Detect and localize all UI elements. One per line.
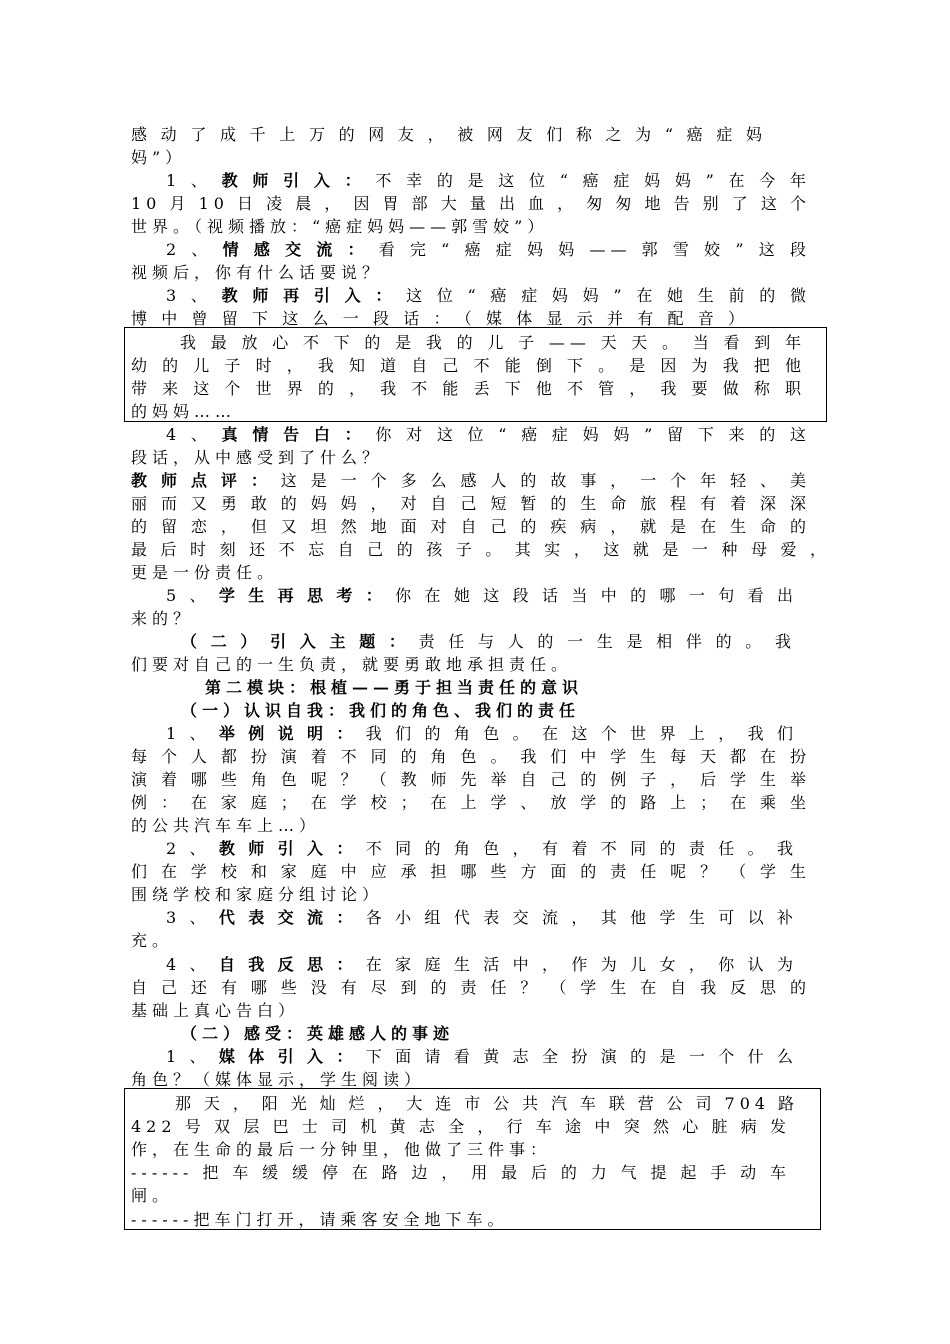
- line-text: 们在学校和家庭中应承担哪些方面的责任呢？（学生: [131, 862, 811, 881]
- line-text: 那天，阳光灿烂，大连市公共汽车联营公司704路: [175, 1094, 799, 1113]
- bold-label: 教师点评：: [131, 471, 281, 490]
- text-line: [166, 953, 798, 976]
- text-line: [181, 699, 741, 722]
- bold-label: 教师引入：: [221, 171, 376, 190]
- text-line: [131, 123, 767, 146]
- line-text: 感动了成千上万的网友，被网友们称之为“癌症妈: [131, 125, 767, 144]
- line-text: 不幸的是这位“癌症妈妈”在今年: [375, 171, 811, 190]
- text-line: [131, 1115, 791, 1138]
- text-line: [175, 1092, 799, 1115]
- item-number: 4、: [166, 425, 222, 444]
- text-line: [131, 146, 231, 169]
- line-text: 最后时刻还不忘自己的孩子。其实，这就是一种母爱，: [131, 540, 831, 559]
- line-text: 段话，从中感受到了什么？: [131, 448, 384, 467]
- item-number: 2、: [166, 240, 223, 259]
- line-text: 10月10日凌晨，因胃部大量出血，匆匆地告别了这个: [131, 194, 811, 213]
- line-text: 妈”）: [131, 148, 187, 167]
- line-text: 的留恋，但又坦然地面对自己的疾病，就是在生命的: [131, 517, 811, 536]
- bold-label: 举例说明：: [218, 724, 366, 743]
- text-line: [131, 976, 811, 999]
- line-text: 带来这个世界的，我不能丢下他不管，我要做称职: [131, 379, 806, 398]
- bold-label: 学生再思考：: [218, 586, 396, 605]
- line-text: 世界。（视频播放：“癌症妈妈——郭雪姣”）: [131, 217, 549, 236]
- text-line: [131, 1184, 191, 1207]
- line-text: 更是一份责任。: [131, 563, 279, 582]
- text-line: [131, 653, 751, 676]
- text-line: [131, 745, 811, 768]
- text-line: [131, 215, 751, 238]
- line-text: 围绕学校和家庭分组讨论）: [131, 885, 384, 904]
- line-text: 作，在生命的最后一分钟里，他做了三件事：: [131, 1140, 552, 1159]
- item-number: 3、: [166, 908, 219, 927]
- line-text: 各小组代表交流，其他学生可以补: [365, 908, 798, 927]
- line-text: 来的？: [131, 609, 195, 628]
- line-text: 的公共汽车车上…）: [131, 816, 321, 835]
- line-text: 例：在家庭；在学校；在上学、放学的路上；在乘坐: [131, 793, 811, 812]
- text-line: [131, 492, 811, 515]
- bold-label: 代表交流：: [218, 908, 366, 927]
- text-line: [131, 469, 811, 492]
- line-text: 闸。: [131, 1186, 174, 1205]
- text-line: [131, 814, 431, 837]
- text-line: [131, 561, 331, 584]
- text-line: [131, 1161, 791, 1184]
- line-text: 充。: [131, 931, 174, 950]
- text-line: [131, 400, 291, 423]
- text-line: [166, 284, 811, 307]
- text-line: [131, 1068, 531, 1091]
- text-line: [166, 584, 798, 607]
- bold-label: 情感交流：: [222, 240, 379, 259]
- line-text: 这是一个多么感人的故事，一个年轻、美: [280, 471, 811, 490]
- line-text: 们要对自己的一生负责，就要勇敢地承担责任。: [131, 655, 573, 674]
- line-text: 在家庭生活中，作为儿女，你认为: [365, 955, 798, 974]
- bold-label: （二）感受：英雄感人的事迹: [181, 1024, 455, 1043]
- item-number: 4、: [166, 955, 219, 974]
- line-text: 视频后，你有什么话要说？: [131, 263, 384, 282]
- line-text: 幼的儿子时，我知道自己不能倒下。是因为我把他: [131, 356, 806, 375]
- line-text: 丽而又勇敢的妈妈，对自己短暂的生命旅程有着深深: [131, 494, 811, 513]
- text-line: [205, 676, 745, 699]
- text-line: [131, 999, 391, 1022]
- line-text: 我最放心不下的是我的儿子——天天。当看到年: [180, 333, 806, 352]
- item-number: 5、: [166, 586, 219, 605]
- text-line: [131, 446, 531, 469]
- line-text: 责任与人的一生是相伴的。我: [418, 632, 796, 651]
- line-text: 你在她这段话当中的哪一句看出: [395, 586, 798, 605]
- text-line: [166, 169, 811, 192]
- text-line: [131, 929, 191, 952]
- text-line: [166, 1045, 798, 1068]
- item-number: 1、: [166, 724, 219, 743]
- line-text: ------把车缓缓停在路边，用最后的力气提起手动车: [131, 1163, 791, 1182]
- text-line: [131, 768, 811, 791]
- text-line: [166, 837, 798, 860]
- text-line: [131, 192, 811, 215]
- line-text: 422号双层巴士司机黄志全，行车途中突然心脏病发: [131, 1117, 791, 1136]
- bold-label: 教师引入：: [218, 839, 366, 858]
- line-text: 不同的角色，有着不同的责任。我: [365, 839, 798, 858]
- text-line: [131, 1138, 721, 1161]
- bold-label: 教师再引入：: [221, 286, 407, 305]
- bold-label: （二）引入主题：: [181, 632, 419, 651]
- text-line: [131, 607, 211, 630]
- line-text: 每个人都扮演着不同的角色。我们中学生每天都在扮: [131, 747, 811, 766]
- text-line: [166, 906, 798, 929]
- bold-label: 媒体引入：: [218, 1047, 366, 1066]
- item-number: 1、: [166, 1047, 219, 1066]
- text-line: [181, 630, 796, 653]
- line-text: 的妈妈……: [131, 402, 237, 421]
- line-text: 博中曾留下这么一段话：（媒体显示并有配音）: [131, 309, 749, 328]
- text-line: [131, 883, 531, 906]
- bold-label: （一）认识自我：我们的角色、我们的责任: [181, 701, 581, 720]
- line-text: 这位“癌症妈妈”在她生前的微: [406, 286, 811, 305]
- line-text: 看完“癌症妈妈——郭雪姣”这段: [378, 240, 811, 259]
- text-line: [166, 722, 798, 745]
- bold-label: 真情告白：: [221, 425, 376, 444]
- bold-label: 第二模块：根植——勇于担当责任的意识: [205, 678, 584, 697]
- item-number: 1、: [166, 171, 222, 190]
- text-line: [131, 377, 806, 400]
- text-line: [131, 515, 811, 538]
- text-line: [131, 354, 806, 377]
- text-line: [131, 791, 811, 814]
- text-line: [131, 261, 531, 284]
- line-text: 演着哪些角色呢？（教师先举自己的例子，后学生举: [131, 770, 811, 789]
- text-line: [131, 1208, 631, 1231]
- text-line: [181, 1022, 581, 1045]
- text-line: [166, 423, 811, 446]
- item-number: 3、: [166, 286, 222, 305]
- text-line: [131, 538, 831, 561]
- text-line: [131, 307, 749, 330]
- line-text: 自己还有哪些没有尽到的责任？（学生在自我反思的: [131, 978, 811, 997]
- text-line: [166, 238, 811, 261]
- line-text: 我们的角色。在这个世界上，我们: [365, 724, 798, 743]
- line-text: ------把车门打开，请乘客安全地下车。: [131, 1210, 509, 1229]
- line-text: 下面请看黄志全扮演的是一个什么: [365, 1047, 798, 1066]
- line-text: 基础上真心告白）: [131, 1001, 300, 1020]
- line-text: 角色？（媒体显示，学生阅读）: [131, 1070, 426, 1089]
- bold-label: 自我反思：: [218, 955, 366, 974]
- text-line: [180, 331, 806, 354]
- text-line: [131, 860, 811, 883]
- line-text: 你对这位“癌症妈妈”留下来的这: [375, 425, 811, 444]
- item-number: 2、: [166, 839, 219, 858]
